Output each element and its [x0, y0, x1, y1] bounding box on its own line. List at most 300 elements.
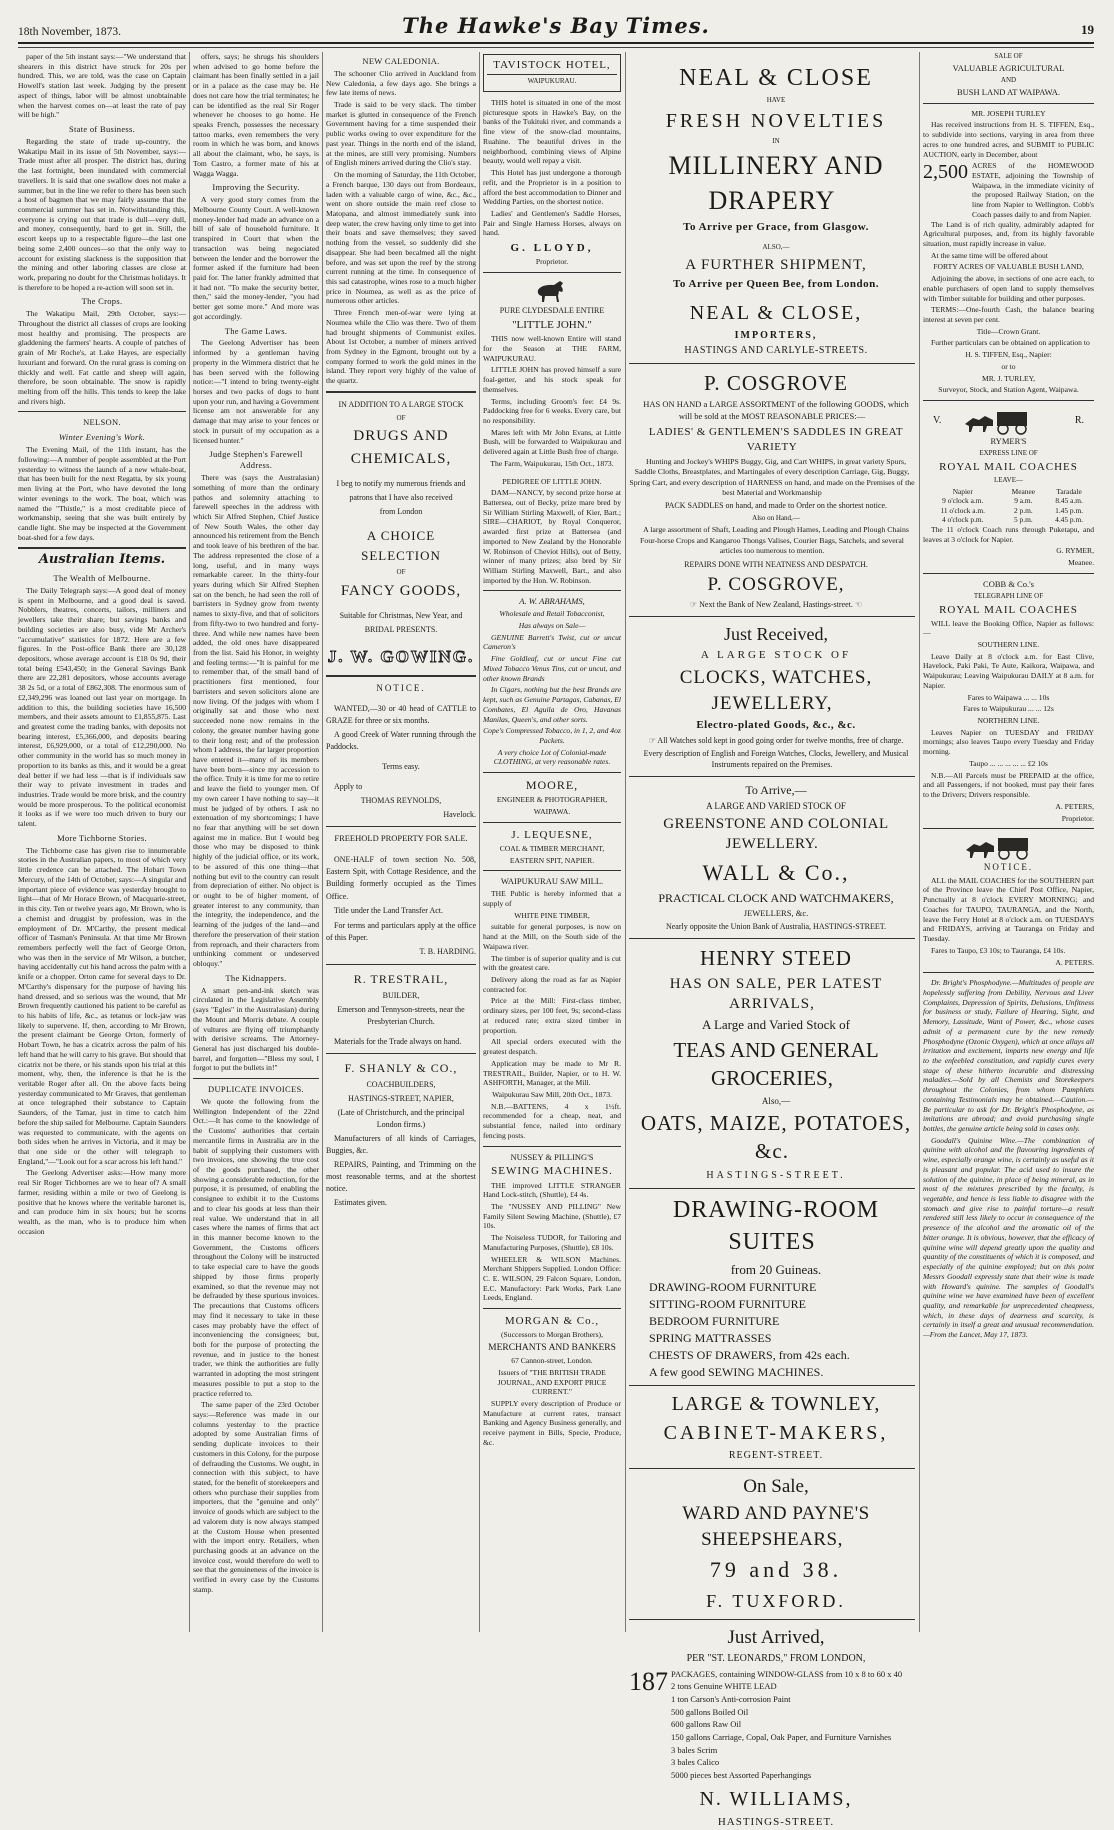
article-text: The Daily Telegraph says:—A good deal of money is spent in Melbourne, and a good deal is saved. Nobblers, theatres, concerts, tailors, milliners and jewellers take their share; but savings banks and building societies are also busy, vide Mr Archer's "accumulative" statistics for 1872. Here are a few figures. In the Post-office Bank there are 30,128 depositors, whose average account is £18 0s 9d, their total being £543,450; in the General Savings Bank there are 22,281 depositors, whose accounts average 38 2s 5d, or a total of £862,308. The enormous sum of £2,349,296 was loaned out last year on mortgage. In addition to this, the building societies have 16,500 members, and their assets amount to £1,855,875. Last and greatest come the trading banks, with deposits not bearing interest, £5,366,000, and deposits bearing interest, £6,929,000, or a total of £12,290,000. No other community in the world has so much money in proportion to its banks as this, and it would be a great deal better if we had less —that is if individuals saw their way to private investment in trades and industries. Trade would be more brisk, and the country would be more prosperous. To the political economist it looks as if we were too much driven to bury our talent.	[18, 585, 186, 829]
pointing-hand-icon: ☞	[689, 600, 700, 610]
ad-headline: SEWING MACHINES.	[491, 1165, 613, 1178]
ad-text: ALSO,—	[762, 243, 790, 252]
ad-text: JEWELLERS, &c.	[743, 908, 809, 919]
ad-text: A LARGE STOCK OF	[700, 649, 852, 662]
column-divider	[189, 52, 190, 1632]
article-text: paper of the 5th instant says:—"We understand that shearers in this district have struck for 20s per hundred. This, we are told, was the case on Captain Howell's station last week. Judging by the present aspect of things, labor will be almost unobtainable when the harvest comes on—at least the rate of pay will be high."	[18, 52, 186, 120]
divider	[18, 411, 186, 412]
ad-text: ONE-HALF of town section No. 508, Eastern Spit, with Cottage Residence, and the Building formerly occupied as the Times Office.	[326, 854, 476, 901]
ad-text: H. S. TIFFEN, Esq., Napier:	[965, 350, 1052, 360]
ad-text: PER "ST. LEONARDS," FROM LONDON,	[686, 1653, 866, 1665]
divider	[923, 573, 1094, 574]
divider	[923, 400, 1094, 401]
ad-headline: LADIES' & GENTLEMEN'S SADDLES IN GREAT VARIETY	[648, 426, 904, 453]
list-item: 2 tons Genuine WHITE LEAD	[671, 1681, 777, 1692]
ad-headline: NEAL & CLOSE,	[689, 301, 863, 324]
ad-text: Manufacturers of all kinds of Carriages, Buggies, &c.	[326, 1133, 476, 1155]
article-heading: NEW CALEDONIA.	[362, 56, 440, 66]
article-text: Trade is said to be very slack. The timber market is glutted in consequence of the French Government having for a time suspended their public works owing to over expenditure for the past year. Things in the north end of the island, at the mines, are still very promising. Numbers of English miners arrived during the Clio's stay.	[326, 100, 476, 168]
timetable-header: Taradale	[1056, 486, 1082, 496]
ad-text: Title—Crown Grant.	[976, 326, 1041, 336]
ad-text	[629, 600, 915, 611]
ad-headline: P. COSGROVE	[703, 370, 849, 395]
divider	[326, 826, 476, 827]
ad-headline: Just Arrived,	[727, 1626, 825, 1648]
list-item: DRAWING-ROOM FURNITURE	[649, 1280, 817, 1295]
ad-text: A LARGE AND VARIED STOCK OF	[706, 800, 846, 811]
ad-text: WHITE PINE TIMBER,	[514, 910, 590, 920]
ad-text: For terms and particulars apply at the office of this Paper.	[326, 920, 476, 942]
ad-text: Adjoining the above, in sections of one acre each, to enable purchasers of open land to supply themselves with Timber suitable for building and other purposes.	[923, 274, 1094, 303]
article-text: The Geelong Advertiser asks:—How many more real Sir Roger Tichbornes are we to hear of? A small farmer, residing within a mile or two of Geelong is positive that he knows where the veritable baronet is, and can produce him in six hours; but he scorns wealth, as the man, who is to produce him when occasion	[18, 1168, 186, 1236]
ad-text: Leaves Napier on TUESDAY and FRIDAY mornings; also leaves Taupo every Tuesday and Friday morning.	[923, 727, 1094, 757]
ad-text: N.B.—BATTENS, 4 x 1½ft. recommended for a cheap, neat, and substantial fence, nailed into ordinary fencing posts.	[483, 1101, 621, 1140]
ad-text: To Arrive,—	[745, 782, 807, 797]
ad-headline: "LITTLE JOHN."	[512, 319, 592, 332]
ad-text: BUILDER,	[382, 990, 420, 1000]
ad-name: G. LLOYD,	[510, 242, 594, 255]
ad-text: Fares to Waipawa ... ... 10s	[967, 692, 1050, 702]
article-text: A smart pen-and-ink sketch was circulated in the Legislative Assembly (says "Egles" in the Australasian) during the Mount and Morris debate. A couple of vultures are flying off triumphantly with derisive screams. The Attorney-General has just discharged his double-barrel, and forgotten—"Bless my soul, I forgot to put the bullets in!"	[193, 985, 319, 1073]
ad-text: Also on Hand,—	[752, 513, 800, 522]
ad-text: SOUTHERN LINE.	[977, 640, 1040, 650]
ad-text: At the same time will be offered about	[931, 250, 1048, 260]
timetable-cell: 11 o'clock a.m.	[940, 505, 986, 515]
article-heading: The Kidnappers.	[225, 972, 287, 983]
list-item: 3 bales Scrim	[671, 1744, 718, 1755]
column-1	[18, 52, 186, 1632]
article-heading: The Game Laws.	[224, 325, 288, 336]
ad-text: LITTLE JOHN has proved himself a sure foal-getter, and his stock speak for themselves.	[483, 365, 621, 394]
ad-text: Leave Daily at 8 o'clock a.m. for East Clive, Havelock, Paki Paki, Te Aute, Kaikora, Waipawa, and Waipukurau; Leaving Waipukurau DAILY at 8 a.m. for Napier.	[923, 651, 1094, 690]
ad-text: Terms, including Groom's fee: £4 9s. Paddocking free for 6 weeks. Every care, but no responsibility.	[483, 396, 621, 425]
ad-text: Fine Goldleaf, cut or uncut Fine cut Mixed Tobacco Venus Tins, cut or uncut, and other known Brands	[483, 654, 621, 683]
shanly-advert	[326, 1059, 476, 1209]
ad-text: R.	[1074, 414, 1084, 426]
ad-text: Has received instructions from H. S. TIFFEN, Esq., to subdivide into sections, varying in area from three acres to one hundred acres, and SUBMIT to PUBLIC AUCTION, early in December, about	[923, 120, 1094, 159]
ad-headline: VALUABLE AGRICULTURAL	[952, 62, 1065, 73]
column-divider	[625, 52, 626, 1632]
ad-text: HASTINGS-STREET, NAPIER,	[348, 1093, 454, 1103]
ad-text: REPAIRS DONE WITH NEATNESS AND DESPATCH.	[684, 559, 868, 569]
ad-text: Delivery along the road as far as Napier contracted for.	[483, 975, 621, 994]
ad-text: Every description of English and Foreign Watches, Clocks, Jewellery, and Musical Instruments repaired on the Premises.	[643, 748, 909, 769]
ad-headline: On Sale,	[743, 1475, 809, 1497]
ad-text: Proprietor.	[535, 257, 569, 267]
ad-headline: COBB & Co.'s	[983, 578, 1034, 589]
ad-text: All Watches sold kept in good going order for twelve months, free of charge.	[657, 736, 904, 746]
ad-headline: RYMER'S	[990, 436, 1027, 447]
ad-text: This Hotel has just undergone a thorough refit, and the Proprietor is in a position to afford the best accommodation to Dinner and Wedding Parties, on the shortest notice.	[483, 168, 621, 207]
ad-text: Nearly opposite the Union Bank of Australia, HASTINGS-STREET.	[665, 921, 887, 931]
ad-text: Issuers of "THE BRITISH TRADE JOURNAL, AND EXPORT PRICE CURRENT."	[497, 1367, 607, 1397]
divider	[629, 938, 915, 939]
ad-text: MR. J. TURLEY,	[981, 373, 1036, 383]
ad-text: Ladies' and Gentlemen's Saddle Horses, Pair and Single Harness Horses, always on hand.	[483, 208, 621, 238]
timetable-header: Napier	[952, 486, 973, 496]
coach-illustration	[923, 406, 1094, 436]
divider	[483, 772, 621, 773]
timetable	[923, 487, 1094, 525]
article-text: The Wakatipu Mail, 29th October, says:—Throughout the district all classes of crops are looking most healthy and promising. The prospects are gladdening the farmers' hearts. A couple of patches of grain of Mr Roche's, at Lake Hayes, are especially luxuriant and forward. On the rural grass is coming on thickly and well. Fat cattle and sheep will again, therefore, be soon obtainable. The snow is rapidly melting from off the hills. This tends to keep the lake and rivers high.	[18, 309, 186, 406]
furniture-list	[629, 1280, 915, 1380]
divider	[483, 822, 621, 823]
ad-headline: ROYAL MAIL COACHES	[939, 460, 1078, 473]
ad-text: EASTERN SPIT, NAPIER.	[509, 855, 595, 865]
timetable-cell: 1.45 p.m.	[1055, 505, 1084, 515]
ad-headline: WAIPUKURAU SAW MILL.	[500, 876, 604, 887]
ad-text: The Noiseless TUDOR, for Tailoring and Manufacturing Purposes, (Shuttle), £8 10s.	[483, 1233, 621, 1252]
coach-icon	[964, 834, 1054, 860]
article-text: A very good story comes from the Melbourne County Court. A well-known money-lender had made an advance on a bill of sale of household furniture. It transpired in Court that when the transaction was being negociated between the lender and the borrower the former asked if the furniture had been paid for. The latter frankly admitted that it had not. "To make the security better, then," said the money-lender, "you had better get some more." And more was got accordingly.	[193, 195, 319, 321]
timetable-row	[923, 487, 1094, 496]
column-divider	[479, 52, 480, 1632]
list-item: 500 gallons Boiled Oil	[671, 1706, 749, 1717]
ad-text: Further particulars can be obtained on application to	[931, 338, 1090, 348]
ad-text: To Arrive per Grace, from Glasgow.	[683, 221, 869, 234]
package-count: 187	[629, 1666, 668, 1696]
ad-text: SALE OF	[994, 52, 1023, 60]
ad-headline: PURE CLYDESDALE ENTIRE	[499, 305, 605, 315]
ad-text: from London	[379, 507, 423, 517]
ad-text: In Cigars, nothing but the best Brands are kept, such as Genuine Partagas, Cabanas, El Combates, El Aguila de Oro, Havanas Manilas, Queen's, and other sorts.	[483, 685, 621, 724]
ad-text: HAS ON HAND a LARGE ASSORTMENT of the following GOODS, which will be sold at the MOST REASONABLE PRICES:—	[643, 399, 909, 421]
timetable-cell: 2 p.m.	[1013, 505, 1033, 515]
ad-text: I beg to notify my numerous friends and	[336, 479, 466, 489]
ad-text: Fares to Waipukurau ... ... 12s	[963, 704, 1054, 714]
ad-headline: WARD AND PAYNE'S SHEEPSHEARS,	[682, 1503, 870, 1551]
divider	[193, 1078, 319, 1079]
timetable-cell: 9 o'clock a.m.	[942, 496, 984, 506]
ad-text: Cope's Compressed Tobacco, in 1, 2, and 4oz Packets.	[483, 726, 621, 745]
freehold-advert	[326, 832, 476, 958]
goods-list	[629, 1666, 915, 1783]
ad-text: or to	[1001, 361, 1016, 371]
ad-headline: Just Received,	[724, 623, 828, 644]
article-heading: Judge Stephen's Farewell Address.	[209, 449, 303, 471]
ad-headline: NOTICE.	[983, 862, 1034, 873]
ad-headline: MILLINERY AND DRAPERY	[668, 151, 884, 216]
divider	[629, 1385, 915, 1386]
ad-headline: HENRY STEED	[700, 945, 852, 970]
ad-headline: DRAWING-ROOM SUITES	[672, 1196, 880, 1256]
timetable-cell: 5 p.m.	[1013, 515, 1033, 525]
ad-text: SUPPLY every description of Produce or Manufacture at current rates, transact Banking and Agency Business generally, and receive payment in Bills, Specie, Produce, &c.	[483, 1398, 621, 1447]
ad-headline: PEDIGREE OF LITTLE JOHN.	[502, 476, 602, 486]
ad-headline: P. COSGROVE,	[707, 574, 845, 596]
ad-text: Hunting and Jockey's WHIPS Buggy, Gig, and Cart WHIPS, in great variety Spurs, Saddle Cloths, Breastplates, and Martingales of every description Carriage, Gig, Buggy, Spring Cart, and every description of HARNESS on hand, and made on the Premises of the best Material and Workmanship	[629, 456, 915, 498]
ad-headline: MOORE,	[525, 778, 579, 793]
newspaper-page	[18, 12, 1094, 1829]
article-text: On the morning of Saturday, the 11th October, a French barque, 130 days out from Bordeaux, laden with a valuable cargo of wine, &c., &c., went on shore outside the main reef close to Matopana, and almost immediately sunk into deep water, the crew having only time to get into their boats and save themselves; they saved nothing from the vessel, so suddenly did she disappear. She had been becalmed all the night before, and was set upon the reef by the strong current running at the time. In consequence of this sad catastrophe, wines rose to a much higher price in Noumea, as well as as the price of numerous other articles.	[326, 170, 476, 306]
column-5	[629, 52, 915, 1829]
ad-text: BRIDAL PRESENTS.	[364, 625, 438, 635]
divider	[326, 964, 476, 965]
article-text: The Evening Mail, of the 11th instant, has the following:—A number of people assembled at the Port yesterday to witness the launch of a new whale-boat, that has been built for the next Regatta, by six young men living at the Port, who have devoted the long winter evenings to the work. The boat, which was named the "Thistle," is a most creditable piece of workmanship, seeing that she was built entirely by candle light. She may be inspected at the Government boat-shed for a few days.	[18, 445, 186, 542]
ad-headline: NOTICE.	[376, 682, 426, 693]
ad-text: TELEGRAPH LINE OF	[973, 591, 1044, 600]
masthead-rule	[18, 47, 1094, 48]
ad-headline: ROYAL MAIL COACHES	[939, 603, 1078, 616]
ad-text: Wholesale and Retail Tobacconist,	[499, 609, 605, 619]
divider	[326, 675, 476, 677]
acreage-figure: 2,500	[923, 161, 968, 184]
ad-text: Application may be made to Mr R. TRESTRAIL, Builder, Napier, or to H. W. ASHFORTH, Manager, at the Mill.	[483, 1058, 621, 1088]
ad-text: V.	[933, 414, 942, 426]
ad-text: Terms easy.	[382, 762, 420, 772]
ad-text: The "NUSSEY AND PILLING" New Family Silent Sewing Machine, (Shuttle), £7 10s.	[483, 1201, 621, 1231]
ad-text: REGENT-STREET.	[728, 1450, 824, 1462]
ad-text: A good Creek of Water running through the Paddocks.	[326, 730, 476, 752]
article-heading: The Wealth of Melbourne.	[53, 573, 151, 584]
ad-text: REPAIRS, Painting, and Trimming on the most reasonable terms, and at the shortest notice.	[326, 1159, 476, 1193]
ad-text: ENGINEER & PHOTOGRAPHER,	[496, 795, 608, 805]
divider	[483, 590, 621, 591]
ad-text: Goodall's Quinine Wine.—The combination of quinine with alcohol and the flavouring ingredients of wine, especially orange wine, is certainly as useful as it is pleasant and popular. The acid used to insure the solution of the quinine, in place of being mineral, as in most of the mixtures prescribed by the faculty, is vegetable, and hence is less liable to disagree with the stomach and give rise to painful torture—a result rendered still less likely to occur in consequence of the presence of the alcohol and the aromatic oil of the bitter orange. It is obvious, however, that the efficacy of quinine wine will depend greatly upon the quality and quantity of the constituents of which it is composed, and especially of the quinine employed; but on this point Messrs Goodall expressly state that their wine is made with Howard's quinine. The samples of Goodall's quinine wine we have examined have been of excellent quality, and remarkable for unprecedented cheapness, which, in these days of dearness and scarcity, is certainly in itself a great and unusual recommendation.—From the Lancet, May 17, 1873.	[923, 1135, 1094, 1340]
ad-text: The 11 o'clock Coach runs through Puketapu, and leaves at 3 o'clock for Napier.	[923, 524, 1094, 544]
ad-text: MR. JOSEPH TURLEY	[971, 108, 1046, 118]
coach-icon	[963, 406, 1053, 436]
ad-text: A very choice Lot of Colonial-made CLOTHING, at very reasonable rates.	[493, 747, 611, 767]
article-text: offers, says; he shrugs his shoulders when advised to go home before the claimant has been finally settled in a jail or in a palace as the case may be. He does not care how the trial terminates; he can be identified as the real Sir Roger whenever he chooses to go home. He speaks French, possesses the necessary tattoo marks, even remembers the very room in which he was born, and knows all about the claimant, who, he says, is Tom Castro, a former mate of his at Wagga Wagga.	[193, 52, 319, 178]
ad-text: Fares to Taupo, £3 10s; to Tauranga, £4 10s.	[931, 945, 1066, 955]
ad-text: HASTINGS-STREET.	[706, 1170, 846, 1182]
ad-text: Meanee.	[1068, 557, 1094, 567]
ad-text: COAL & TIMBER MERCHANT,	[499, 843, 605, 853]
ad-text: THOMAS REYNOLDS,	[360, 796, 442, 806]
ad-text: THIS now well-known Entire will stand for the Season at THE FARM, WAIPUKURAU.	[483, 334, 621, 363]
divider	[923, 103, 1094, 104]
trestrail-advert	[326, 970, 476, 1048]
ad-headline: WALL & Co.,	[702, 860, 850, 886]
ad-text: HASTINGS AND CARLYLE-STREETS.	[684, 345, 868, 357]
article-text: We quote the following from the Wellington Independent of the 22nd Oct.:—It has come to the knowledge of the Customs' authorities that certain mercantile firms in Australia are in the habit of supplying their customers with two invoices, one showing the true cost of the goods purchased, the other showing a considerable reduction, for the purpose, it is presumed, of enabling the consignee to exhibit it to the Customs and to clear his goods at less than their real value. We understand that in all cases where the names of firms that act in this manner become known to the Government, the Customs officers throughout the Colony will be instructed to take especial care to have the goods shipped by those firms properly examined, so that the revenue may not be defrauded by these spurious invoices. The precautions that Customs officers may find it necessary to take in these cases may probably have the effect of inconveniencing the consignees; but, both for the purpose of protecting the revenue, and in justice to the honest trader, we think the authorities are fully warranted in adopting the most stringent measures possible to put a stop to the practice referred to.	[193, 1096, 319, 1398]
ad-text: Title under the Land Transfer Act.	[334, 906, 444, 916]
ad-text: Taupo ... ... ... ... ... £2 10s	[969, 758, 1048, 768]
article-heading: The Crops.	[81, 296, 123, 307]
ad-text: GENUINE Barrett's Twist, cut or uncut Cameron's	[483, 632, 621, 652]
ad-text: THE improved LITTLE STRANGER Hand Lock-stitch, (Shuttle), £4 4s.	[483, 1180, 621, 1200]
ad-headline: FREEHOLD PROPERTY FOR SALE.	[334, 833, 468, 844]
divider	[483, 272, 621, 273]
ad-text: PRACTICAL CLOCK AND WATCHMAKERS,	[658, 891, 894, 906]
article-heading: DUPLICATE INVOICES.	[208, 1084, 304, 1095]
ad-text: A Large and Varied Stock of	[702, 1017, 850, 1033]
ad-text: Waipukurau Saw Mill, 20th Oct., 1873.	[492, 1089, 612, 1099]
timetable-cell: 4 o'clock p.m.	[941, 515, 984, 525]
ad-headline: NUSSEY & PILLING'S	[510, 1151, 594, 1162]
ad-text: IN ADDITION TO A LARGE STOCK	[338, 399, 464, 409]
list-item: 5000 pieces best Assorted Paperhangings	[671, 1769, 812, 1780]
drugs-advert	[326, 399, 476, 670]
ad-text: suitable for general purposes, is now on hand at the Mill, on the South side of the Waipawa river.	[483, 922, 621, 951]
ad-text: 67 Cannon-street, London.	[511, 1356, 593, 1366]
ad-text: LEAVE—	[993, 475, 1024, 484]
ad-text: WHEELER & WILSON Machines. Merchant Shippers Supplied. London Office: C. E. WILSON, 29 Falcon Square, London, E.C. Manufactory: Park Works, Park Lane Leeds, England.	[483, 1254, 621, 1303]
issue-date: 18th November, 1873.	[18, 26, 122, 38]
ad-text: IN	[772, 136, 780, 145]
ad-text: Has always on Sale—	[518, 621, 586, 631]
ad-headline: DRUGS AND CHEMICALS,	[350, 428, 452, 467]
ad-text: WAIPAWA.	[533, 807, 571, 817]
divider	[629, 776, 915, 777]
article-heading: More Tichborne Stories.	[57, 832, 147, 843]
divider	[629, 1468, 915, 1469]
timetable-cell: 9 a.m.	[1014, 496, 1033, 506]
newspaper-title: The Hawke's Bay Times.	[402, 13, 710, 38]
ad-text: DAM—NANCY, by second prize horse at Battersea, out of Becky, prize mare bred by Sir William Stirling Maxwell, of Kier, Bart.; SIRE—CHARIOT, by Royal Conqueror, awarded first prize at Battersea (and imported to New Zealand by the Honorable W. Robinson of Cheviot Hills), out of Betty, winner of many prizes; also bred by Sir William Stirling Maxwell, Bart., and also imported by the Hon. W. Robinson.	[483, 488, 621, 585]
ad-headline: HAS ON SALE, PER LATEST ARRIVALS,	[669, 975, 883, 1013]
ad-headline: N. WILLIAMS,	[699, 1788, 853, 1811]
ad-text: All special orders executed with the greatest despatch.	[483, 1037, 621, 1057]
ad-text: (Successors to Morgan Brothers),	[501, 1330, 603, 1340]
ad-headline: TAVISTOCK HOTEL,	[493, 59, 611, 71]
timetable-row	[923, 496, 1094, 505]
article-text: Regarding the state of trade up-country, the Wakatipu Mail in its issue of 5th November, says:—Trade must after all prosper. The district has, during the last fortnight, been inundated with commercial travellers. It is said that one swallow does not make a summer, but in the line we refer to there has been such a host of bagmen that we may fairly assume that the commercial summer has set in. Notwithstanding this, everyone is crying out that trade is dull—very dull, and money, consequently, hard to get in. Still, the escort keeps up to a respectable figure—the last one being some 2,400 ounces—so that the only way to account for existing slackness is the supposition that the mining and other laboring classes are close at work, preparing no doubt for the Christmas holidays. It is therefore to be hoped a re-action will soon set in.	[18, 136, 186, 292]
article-text: The Tichborne case has given rise to innumerable stories in the Australian papers, to most of which very little credence can be attached. The Hobart Town Mercury, of the 14th of October, says:—A singular and important piece of evidence was yesterday brought to light—that of Mr Horace Brown, of Macquarie-street, in this city. Ten or twelve years ago, Mr Brown, who is a chemist and druggist by profession, was in the employment of Dr. M'Carthy, the present medical officer of Tasman's Peninsula. At that time Mr Brown remembers perfectly well the fact of George Orton, who was then in the service of Mr Wilson, a butcher, having accidentally cut his hand across the palm with a knife or a chopper. Orton came for several days to Dr. M'Carthy's dispensary for the purpose of having his hand dressed, and so serious was the wound, that Mr Brown frequently cautioned his patient to be careful as to his habits of life, &c., as tetanus or lock-jaw was likely to supervene. If, then, according to Mr Brown, the present claimant be George Orton, formerly of Hobart Town, he has a cicatrix across the palm of his left hand that he will carry to his grave. But should that cicatrix not be there, or his stands upon his trial at this moment, why, then, the inference is that he is the veritable Roger after all. On the above facts being yesterday communicated to Mr Graves, that gentleman at once telegraphed their substance to Captain Saunders, of the Tamar, just in time to catch him before the ship sailed for Melbourne. Captain Saunders was requested to communicate, with the agents on both sides when he arrives in Victoria, and it may be that one side or the other will telegraph to England,"—"Look out for a scar across his left hand."	[18, 845, 186, 1166]
divider	[629, 1188, 915, 1189]
tavistock-banner	[483, 54, 621, 92]
list-item: CHESTS OF DRAWERS, from 42s each.	[649, 1348, 850, 1363]
article-text: There was (says the Australasian) something of more than the ordinary pathos and solemnity attaching to farewell speeches in the address with which Sir Alfred Stephen, Chief Justice of New South Wales, the other day announced his retirement from the Bench and took leave of his brethren of the bar. The address represented the close of a long, useful, and in many ways remarkable career. In the thirty-four years during which Sir Alfred Stephen sat on the bench, he had seen the roll of barristers in Sydney grow from twenty names to sixty-five, and that of solicitors from fifty-two to two hundred and forty-three. And while new names have been added, the old ones have disappeared from the list. Said his Honor, in weighty and feeling terms:—"It is painful for me to remember that, of the small band of practitioners first mentioned, four barristers and seven solicitors alone are now living. Of the judges with whom I originally sat and those who next succeeded none now remains in the colony, the greater number having gone to their long rest; and of the profession whom I address, the far larger proportion have entered it—many of its members have been born—since my accession to the office. Truly it is time for me to retire and leave the field to younger men. Of my own career I have nothing to say—it must be judged of by others. I ask no extenuation of my shortcomings; I have no fear that anything will be set down against me in malice. But I would beg those who may be disposed to think highly of the judicial office, or its work, to be assured of this one thing—that nothing but evil to the country can result from depreciation of either. No object is or ought to be of higher moment, of greater interest to any community, than the integrity, the independence, and the learning of the judges of the land—and therefore the preservation of their station from reproach, and their characters from unthinking comment or undeserved obloquy."	[193, 473, 319, 969]
ad-text: EXPRESS LINE OF	[979, 448, 1038, 457]
ad-text: The Farm, Waipukurau, 15th Oct., 1873.	[490, 458, 614, 468]
column-4	[483, 52, 621, 1632]
ad-text: THIS hotel is situated in one of the most picturesque spots in Hawke's Bay, on the banks of the Tukituki river, and commands a fine view of the snow-clad mountains, Ruahine. The beautiful drives in the neighborhood, combining views of Alpine beauty, would well repay a visit.	[483, 98, 621, 166]
list-item: 3 bales Calico	[671, 1757, 720, 1768]
ad-headline: CABINET-MAKERS,	[663, 1422, 889, 1445]
ad-headline: J. LEQUESNE,	[511, 828, 593, 841]
ad-text: The timber is of superior quality and is cut with the greatest care.	[483, 953, 621, 973]
pointing-hand-icon: ☞	[648, 736, 658, 746]
ad-text: AND	[1000, 75, 1017, 84]
timetable-cell: 4.45 p.m.	[1055, 515, 1084, 525]
ad-headline: F. SHANLY & CO.,	[344, 1060, 458, 1075]
column-divider	[919, 52, 920, 1632]
ad-headline: A FURTHER SHIPMENT,	[685, 256, 867, 273]
ad-headline: GREENSTONE AND COLONIAL JEWELLERY.	[663, 815, 889, 853]
ad-headline: FRESH NOVELTIES	[665, 109, 887, 132]
pointing-hand-icon: ☜	[852, 600, 863, 610]
ad-headline: A. W. ABRAHAMS,	[519, 596, 585, 607]
section-heading: Australian Items.	[18, 547, 186, 569]
acreage-block	[923, 161, 1094, 219]
article-heading: Improving the Security.	[212, 182, 300, 193]
divider	[629, 616, 915, 617]
ad-headline: MERCHANTS AND BANKERS	[488, 1342, 616, 1353]
ad-text: Mares left with Mr John Evans, at Little Bush, will be forwarded to Waipukurau and delivered again at Little Bush free of charge.	[483, 427, 621, 457]
ad-headline: MORGAN & Co.,	[504, 1315, 600, 1328]
ad-text: Dr. Bright's Phosphodyne.—Multitudes of people are hopelessly suffering from Debility, Nervous and Liver Complaints, Depression of Spirits, Delusions, Unfitness for business or study, Failure of Hearing, Sight, and Memory, Lassitude, Want of Power, &c., whose cases admit of a permanent cure by the new remedy Phosphodyne (Ozonic Oxygen), which at once allays all irritation and excitement, imparts new energy and life to the enfeebled constitution, and rapidly cures every stage of these hitherto incurable and distressing maladies.—Sold by all Chemists and Storekeepers throughout the Colonies, from whom Pamphlets containing Testimonials may be obtained.—Caution.—Be particular to ask for Dr. Bright's Phosphodyne, as imitations are abroad; and avoid purchasing single bottles, the genuine article being sold in cases only.	[923, 978, 1094, 1133]
ad-text: NORTHERN LINE.	[977, 716, 1040, 726]
list-item: BEDROOM FURNITURE	[649, 1314, 780, 1329]
article-text: The schooner Clio arrived in Auckland from New Caledonia, a few days ago. She brings a few late items of news.	[326, 68, 476, 98]
ad-headline: 79 and 38.	[709, 1556, 843, 1582]
ad-headline: FANCY GOODS,	[340, 582, 462, 599]
divider	[326, 391, 476, 393]
divider	[923, 828, 1094, 829]
ad-text: TERMS:—One-fourth Cash, the balance bearing interest at seven per cent.	[923, 305, 1094, 325]
ad-text: Suitable for Christmas, New Year, and	[339, 611, 463, 621]
ad-text: IMPORTERS,	[734, 329, 818, 341]
ad-headline: R. TRESTRAIL,	[353, 971, 449, 986]
ad-text: (Late of Christchurch, and the principal London firms.)	[337, 1107, 465, 1129]
ad-headline: F. TUXFORD.	[706, 1591, 846, 1612]
column-2	[193, 52, 319, 1632]
article-text: Three French men-of-war were lying at Noumea while the Clio was there. Two of them had brought shipments of Communist exiles. About 1st October, a number of miners arrived from Sydney in the Egmont, brought out by a company formed to work the gold mines in the island. They report very highly of the value of the quartz.	[326, 308, 476, 386]
list-item: A few good SEWING MACHINES.	[649, 1365, 824, 1380]
ad-text: WANTED,—30 or 40 head of CATTLE to GRAZE for three or six months.	[326, 704, 476, 726]
ad-text: Emerson and Tennyson-streets, near the Presbyterian Church.	[337, 1004, 465, 1026]
ad-text: Price at the Mill: First-class timber, ordinary sizes, per 100 feet, 9s; second-class at reduced rate; extra sized timber in proportion.	[483, 996, 621, 1035]
ad-text: A. PETERS.	[1055, 957, 1094, 967]
list-item: SITTING-ROOM FURNITURE	[649, 1297, 806, 1312]
ad-text: The Land is of rich quality, admirably adapted for Agricultural purposes, and, from its highly favorable situation, must rapidly increase in value.	[923, 219, 1094, 248]
ad-text: patrons that I have also received	[349, 493, 453, 503]
divider	[326, 1053, 476, 1054]
ad-text: G. RYMER,	[1056, 546, 1094, 556]
timetable-cell: 8.45 a.m.	[1055, 496, 1083, 506]
divider	[629, 1619, 915, 1620]
ad-text: Materials for the Trade always on hand.	[334, 1036, 462, 1046]
divider	[483, 870, 621, 871]
ad-headline: CLOCKS, WATCHES, JEWELLERY,	[679, 667, 873, 714]
ad-text: HASTINGS-STREET.	[717, 1816, 835, 1829]
column-3	[326, 52, 476, 1632]
list-item: 600 gallons Raw Oil	[671, 1719, 742, 1730]
article-text: The same paper of the 23rd October says:—Reference was made in our columns yesterday to the practice adopted by some Australian firms of sending duplicate invoices to their customers in this Colony, for the purpose of defrauding the Customs. We ought, in connection with this subject, to have stated, for the benefit of storekeepers and others who purchase their supplies from importers, that the "genuine and only" invoice of goods which are subject to the ad valorem duty is now always stamped at the Custom House when presented with the import entry. Retailers, when purchasing goods at an advance on the invoice cost, would therefore do well to see that the genuineness of the invoice is verified in every case by the Customs stamp.	[193, 1400, 319, 1594]
list-item: PACKAGES, containing WINDOW-GLASS from 10 x 8 to 60 x 40	[671, 1668, 903, 1679]
ad-text: To Arrive per Queen Bee, from London.	[673, 277, 879, 290]
divider	[923, 972, 1094, 973]
ad-text: HAVE	[766, 96, 786, 105]
article-text: The Geelong Advertiser has been informed by a gentleman having property in the Wimmera district that he has been served with the following notice:—"I intend to bring twenty-eight horses and two packs of dogs to hunt upon your run, and having a Government license am not answerable for any damage that may arise to your fences or stock in pursuit of my occupation as a licensed hunter."	[193, 338, 319, 445]
cattle-notice	[326, 682, 476, 822]
column-divider	[322, 52, 323, 1632]
timetable-row	[923, 506, 1094, 515]
ad-text: Apply to	[334, 782, 363, 792]
divider	[483, 1146, 621, 1147]
ad-text: WAIPUKURAU.	[487, 74, 617, 86]
ad-text: OF	[396, 568, 406, 577]
ad-text: N.B.—All Parcels must be PREPAID at the office, and all Passengers, if not booked, must pay their fares to the Drivers; Drivers responsible.	[923, 770, 1094, 800]
ad-text: T. B. HARDING.	[419, 947, 476, 957]
ad-text: Proprietor.	[1061, 813, 1094, 823]
list-item: 1 ton Carson's Anti-corrosion Paint	[671, 1694, 791, 1705]
ad-text: ACRES of the HOMEWOOD ESTATE, adjoining the Township of Waipawa, in the immediate vicinity of the proposed Railway Station, on the line from Napier to Wellington. Cobb's Coach passes daily to and from Napier.	[972, 161, 1094, 219]
ad-name: J. W. GOWING.	[327, 647, 475, 667]
ad-text: A. PETERS,	[1055, 801, 1094, 811]
ad-text: from 20 Guineas.	[730, 1261, 822, 1277]
ad-text: ALL the MAIL COACHES for the SOUTHERN part of the Province leave the Chief Post Office, Napier, Punctually at 8 o'clock EVERY MORNING; and Coaches for TAUPO, TAURANGA, and the North, leave the Ferry Hotel at 8 o'clock a.m. on TUESDAYS and FRIDAYS, arriving at Tauranga on Friday and Tuesday.	[923, 875, 1094, 944]
horse-icon	[532, 278, 572, 304]
divider	[629, 363, 915, 364]
masthead	[18, 12, 1094, 44]
ad-headline: LARGE & TOWNLEY,	[671, 1393, 881, 1416]
divider	[483, 1308, 621, 1309]
ad-headline: BUSH LAND AT WAIPAWA.	[956, 86, 1061, 97]
ad-text: A large assortment of Shaft, Leading and Plough Hames, Leading and Plough Chains Four-horse Crops and Kangaroo Thongs Valises, Courier Bags, Satchels, and several articles too numerous to mention.	[640, 525, 909, 556]
timetable-header: Meanee	[1011, 486, 1036, 496]
ad-text: Electro-plated Goods, &c., &c.	[696, 719, 856, 732]
article-heading: State of Business.	[68, 124, 136, 135]
article-heading: NELSON.	[83, 417, 121, 428]
ad-headline: FORTY ACRES OF VALUABLE BUSH LAND,	[933, 262, 1084, 272]
timetable-row	[923, 515, 1094, 524]
ad-text: Havelock.	[443, 810, 476, 820]
list-item: 150 gallons Carriage, Copal, Oak Paper, and Furniture Varnishes	[671, 1731, 892, 1742]
page-number: 19	[1081, 22, 1094, 37]
